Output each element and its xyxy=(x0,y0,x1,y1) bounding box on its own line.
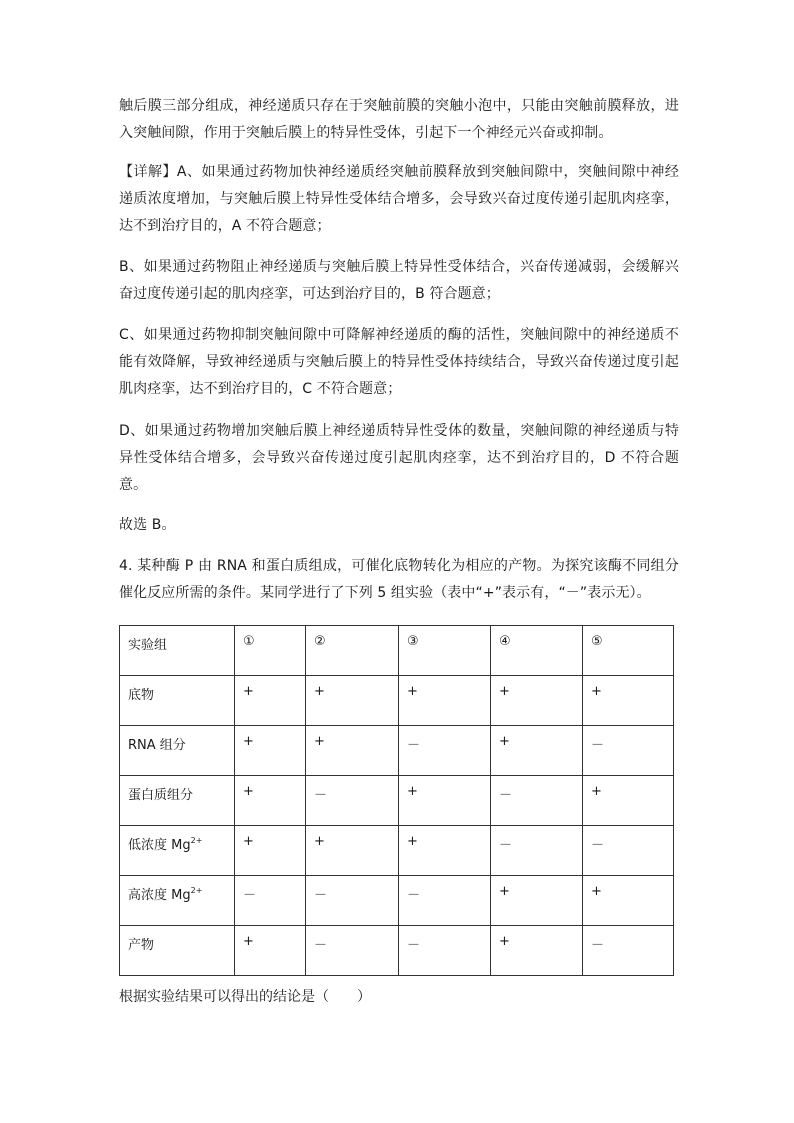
table-cell: － xyxy=(491,826,583,876)
text-line: 入突触间隙，作用于突触后膜上的特异性受体，引起下一个神经元兴奋或抑制。 xyxy=(119,125,613,141)
table-cell: － xyxy=(235,876,306,926)
text-line: 意。 xyxy=(119,477,148,493)
table-header-cell: ④ xyxy=(491,626,583,676)
text-line: 【详解】A、如果通过药物加快神经递质经突触前膜释放到突触间隙中，突触间隙中神经 xyxy=(119,164,679,180)
table-cell: + xyxy=(399,676,491,726)
row-label: 蛋白质组分 xyxy=(120,776,235,826)
text-line: C、如果通过药物抑制突触间隙中可降解神经递质的酶的活性，突触间隙中的神经递质不 xyxy=(119,327,679,343)
row-label: 低浓度 $Mg^{2+}$ xyxy=(120,826,235,876)
table-cell: + xyxy=(235,776,306,826)
text-line: 奋过度传递引起的肌肉痉挛，可达到治疗目的，B 符合题意； xyxy=(119,286,500,302)
row-label: 底物 xyxy=(120,676,235,726)
table-cell: － xyxy=(306,926,399,976)
question-prompt: 根据实验结果可以得出的结论是（ ） xyxy=(119,989,371,1005)
text-line: B、如果通过药物阻止神经递质与突触后膜上特异性受体结合，兴奋传递减弱，会缓解兴 xyxy=(119,259,679,275)
table-cell: － xyxy=(306,776,399,826)
row-label: RNA 组分 xyxy=(120,726,235,776)
table-cell: + xyxy=(235,826,306,876)
table-row xyxy=(120,676,674,726)
table-cell: + xyxy=(235,676,306,726)
table-cell: + xyxy=(491,726,583,776)
table-row xyxy=(120,826,674,876)
row-label: 产物 xyxy=(120,926,235,976)
table-cell: － xyxy=(491,776,583,826)
table-cell: + xyxy=(491,676,583,726)
paragraph-synapse-summary xyxy=(119,93,679,147)
table-row xyxy=(120,726,674,776)
table-cell: + xyxy=(306,676,399,726)
table-cell: － xyxy=(583,726,674,776)
table-cell: + xyxy=(491,876,583,926)
text-line: 故选 B。 xyxy=(119,517,176,533)
table-header-row xyxy=(120,626,674,676)
table-header-cell: 实验组 xyxy=(120,626,235,676)
text-line: D、如果通过药物增加突触后膜上神经递质特异性受体的数量，突触间隙的神经递质与特 xyxy=(119,423,679,439)
table-cell: + xyxy=(583,876,674,926)
table-cell: + xyxy=(306,826,399,876)
table-cell: － xyxy=(583,826,674,876)
table-row xyxy=(120,876,674,926)
table-cell: + xyxy=(399,826,491,876)
table-cell: － xyxy=(399,876,491,926)
paragraph-detail-option-a xyxy=(119,159,679,240)
paragraph-answer xyxy=(119,512,679,539)
table-row xyxy=(120,776,674,826)
text-line: 4. 某种酶 P 由 RNA 和蛋白质组成，可催化底物转化为相应的产物。为探究该酶不同组分 xyxy=(119,558,679,574)
paragraph-option-b xyxy=(119,254,679,308)
table-cell: + xyxy=(491,926,583,976)
table-cell: + xyxy=(399,776,491,826)
text-line: 肌肉痉挛，达不到治疗目的，C 不符合题意； xyxy=(119,381,402,397)
text-line: 触后膜三部分组成，神经递质只存在于突触前膜的突触小泡中，只能由突触前膜释放，进 xyxy=(119,98,679,114)
table-header-cell: ② xyxy=(306,626,399,676)
row-label: 高浓度 $Mg^{2+}$ xyxy=(120,876,235,926)
paragraph-question-4 xyxy=(119,553,679,607)
table-cell: － xyxy=(583,926,674,976)
table-cell: － xyxy=(399,926,491,976)
text-line: 能有效降解，导致神经递质与突触后膜上的特异性受体持续结合，导致兴奋传递过度引起 xyxy=(119,354,679,370)
table-cell: + xyxy=(235,726,306,776)
table-cell: + xyxy=(235,926,306,976)
table-row xyxy=(120,926,674,976)
table-cell: + xyxy=(583,776,674,826)
paragraph-option-c xyxy=(119,322,679,403)
table-cell: － xyxy=(399,726,491,776)
paragraph-option-d xyxy=(119,418,679,499)
text-line: 递质浓度增加，与突触后膜上特异性受体结合增多，会导致兴奋过度传递引起肌肉痉挛， xyxy=(119,191,679,207)
table-cell: + xyxy=(583,676,674,726)
table-header-cell: ① xyxy=(235,626,306,676)
experiment-table xyxy=(119,625,674,976)
table-cell: + xyxy=(306,726,399,776)
table-header-cell: ⑤ xyxy=(583,626,674,676)
text-line: 达不到治疗目的，A 不符合题意； xyxy=(119,218,331,234)
table-cell: － xyxy=(306,876,399,926)
text-line: 异性受体结合增多，会导致兴奋传递过度引起肌肉痉挛，达不到治疗目的，D 不符合题 xyxy=(119,450,679,466)
text-line: 催化反应所需的条件。某同学进行了下列 5 组实验（表中“+”表示有，“－”表示无）。 xyxy=(119,585,651,601)
table-header-cell: ③ xyxy=(399,626,491,676)
